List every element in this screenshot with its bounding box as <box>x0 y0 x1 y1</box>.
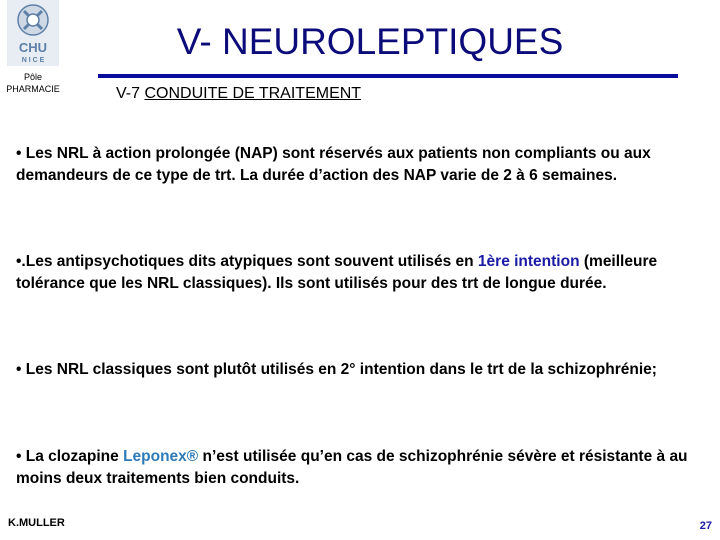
slide-title: V- NEUROLEPTIQUES <box>176 21 564 62</box>
bullet-4 <box>16 446 696 489</box>
logo-text-top: CHU <box>18 40 48 55</box>
pole-label <box>0 71 66 95</box>
footer-author: K.MULLER <box>8 517 65 529</box>
subtitle-underlined: CONDUITE DE TRAITEMENT <box>144 85 362 102</box>
bullet-3: • Les NRL classiques sont plutôt utilisés en 2° intention dans le trt de la schizophrénie; <box>16 361 657 378</box>
bullet-4-before: • La clozapine <box>16 448 124 465</box>
bullet-2-before: •.Les antipsychotiques dits atypiques sont souvent utilisés en <box>16 253 478 270</box>
title-divider <box>98 74 678 78</box>
pole-line1: Pôle <box>23 72 42 82</box>
page-number: 27 <box>699 520 712 532</box>
bullet-2-highlight: 1ère intention <box>477 253 580 270</box>
subtitle-prefix: V-7 <box>116 85 145 102</box>
pole-line2: PHARMACIE <box>6 84 60 94</box>
section-subtitle <box>116 84 361 104</box>
logo-text-bottom: N I C E <box>21 57 45 64</box>
bullet-2 <box>16 251 696 294</box>
chu-nice-logo <box>7 0 59 66</box>
bullet-1: • Les NRL à action prolongée (NAP) sont réservés aux patients non compliants ou aux demandeurs de ce type de trt. La durée d’action des NAP varie de 2 à 6 semaines. <box>16 145 651 184</box>
bullet-4-after: n’est utilisée qu’en cas de schizophrénie sévère et résistante à au moins deux traitements bien conduits. <box>16 448 688 487</box>
bullet-4-highlight: Leponex® <box>123 448 199 465</box>
bullet-2-after: (meilleure tolérance que les NRL classiques). Ils sont utilisés pour des trt de longue durée. <box>16 253 658 292</box>
